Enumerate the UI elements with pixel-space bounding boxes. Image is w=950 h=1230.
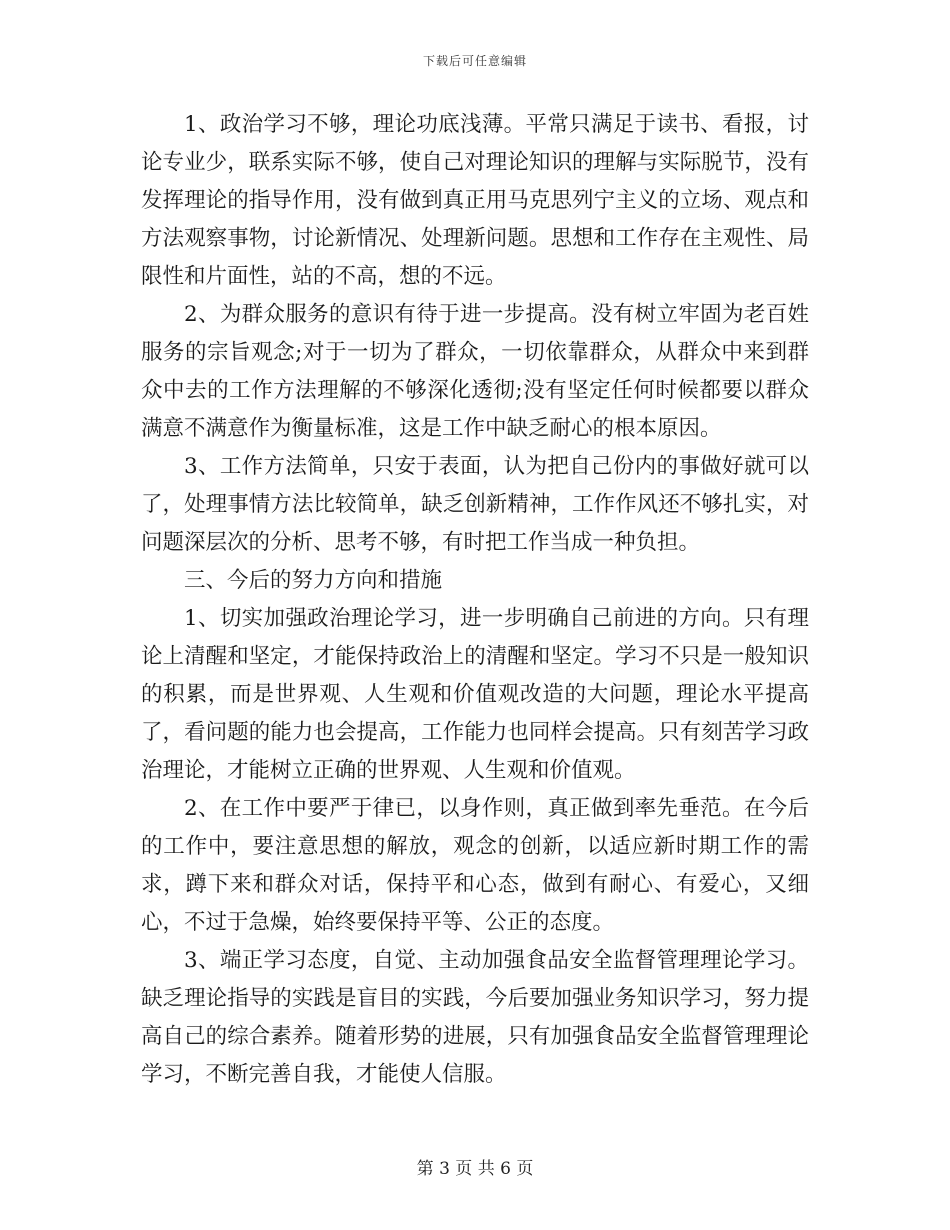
page-number: 第 3 页 共 6 页: [416, 1159, 534, 1179]
paragraph-measure-3: 3、端正学习态度，自觉、主动加强食品安全监督管理理论学习。缺乏理论指导的实践是盲目的实践，今后要加强业务知识学习，努力提高自己的综合素养。随着形势的进展，只有加强食品安全监督管理理论学习，不断完善自我，才能使人信服。: [141, 948, 809, 1087]
paragraph-measure-1: 1、切实加强政治理论学习，进一步明确自己前进的方向。只有理论上清醒和坚定，才能保持政治上的清醒和坚定。学习不只是一般知识的积累，而是世界观、人生观和价值观改造的大问题，理论水平提高了，看问题的能力也会提高，工作能力也同样会提高。只有刻苦学习政治理论，才能树立正确的世界观、人生观和价值观。: [141, 606, 809, 783]
paragraph-problem-2: 2、为群众服务的意识有待于进一步提高。没有树立牢固为老百姓服务的宗旨观念;对于一切为了群众，一切依靠群众，从群众中来到群众中去的工作方法理解的不够深化透彻;没有坚定任何时候都要以群众满意不满意作为衡量标准，这是工作中缺乏耐心的根本原因。: [141, 302, 809, 441]
paragraph-measure-2: 2、在工作中要严于律已，以身作则，真正做到率先垂范。在今后的工作中，要注意思想的解放，观念的创新，以适应新时期工作的需求，蹲下来和群众对话，保持平和心态，做到有耐心、有爱心，又细心，不过于急燥，始终要保持平等、公正的态度。: [141, 796, 809, 935]
document-body: [141, 106, 809, 1094]
header-note: 下载后可任意编辑: [422, 54, 527, 68]
paragraph-problem-3: 3、工作方法简单，只安于表面，认为把自己份内的事做好就可以了，处理事情方法比较简单，缺乏创新精神，工作作风还不够扎实，对问题深层次的分析、思考不够，有时把工作当成一种负担。: [141, 454, 809, 555]
paragraph-problem-1: 1、政治学习不够，理论功底浅薄。平常只满足于读书、看报，讨论专业少，联系实际不够，使自己对理论知识的理解与实际脱节，没有发挥理论的指导作用，没有做到真正用马克思列宁主义的立场、观点和方法观察事物，讨论新情况、处理新问题。思想和工作存在主观性、局限性和片面性，站的不高，想的不远。: [141, 112, 809, 289]
section-heading-3: 三、今后的努力方向和措施: [184, 568, 443, 593]
